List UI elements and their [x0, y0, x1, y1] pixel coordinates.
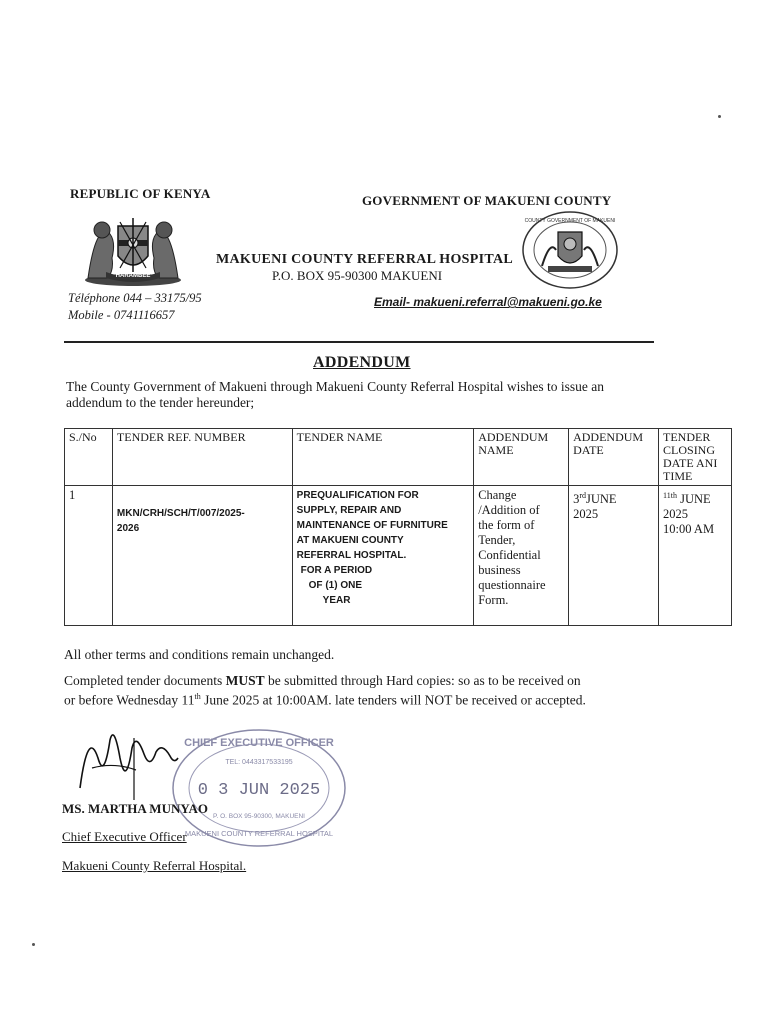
signatory-name: MS. MARTHA MUNYAO [62, 801, 209, 816]
row-name-l6: FOR A PERIOD [300, 565, 373, 576]
county-seal-icon [520, 210, 620, 290]
tender-table [64, 428, 732, 626]
header-addendum-name-l1: ADDENDUM [478, 430, 549, 444]
hospital-address: P.O. BOX 95-90300 MAKUENI [272, 268, 443, 283]
row-addendum-l1: Change [478, 488, 517, 502]
signatory-role: Chief Executive Officer [62, 829, 187, 844]
row-addendum-date [569, 486, 659, 626]
official-stamp-icon [170, 726, 348, 850]
row-name [292, 486, 474, 626]
submission-line-2: or before Wednesday 11th June 2025 at 10:00AM. late tenders will NOT be received or accepted. [64, 692, 586, 708]
row-addendum-date-l2: 2025 [573, 507, 599, 522]
row-name-l4: AT MAKUENI COUNTY [296, 535, 404, 546]
row-addendum [474, 486, 569, 626]
header-addendum-date-l2: DATE [573, 443, 604, 457]
signatory-org: Makueni County Referral Hospital. [62, 858, 247, 873]
stamp-bottom-text: MAKUENI COUNTY REFERRAL HOSPITAL [184, 829, 334, 838]
intro-paragraph: The County Government of Makueni through Makueni County Referral Hospital wishes to issue an addendum to the tender hereunder; [66, 379, 605, 410]
email-link[interactable]: Email- makueni.referral@makueni.go.ke [374, 295, 602, 309]
header-divider [64, 341, 654, 343]
row-addendum-l8: Form. [478, 593, 509, 607]
republic-title: REPUBLIC OF KENYA [70, 186, 211, 201]
seal-text: COUNTY GOVERNMENT OF MAKUENI [524, 218, 616, 224]
row-ref-l1: MKN/CRH/SCH/T/007/2025- [116, 508, 245, 519]
table-row [65, 486, 732, 626]
stamp-date: 0 3 JUN 2025 [197, 781, 321, 800]
stamp-tel: TEL: 0443317533195 [225, 759, 293, 766]
hospital-name: MAKUENI COUNTY REFERRAL HOSPITAL [216, 252, 514, 267]
header-closing-l2: CLOSING [663, 443, 716, 457]
header-addendum-date-l1: ADDENDUM [573, 430, 644, 444]
row-ref-l2: 2026 [116, 523, 140, 534]
row-closing-l1: $^{11th}$ JUNE [663, 491, 711, 507]
row-closing-l2: 2025 [663, 507, 689, 522]
header-closing [659, 429, 732, 486]
row-addendum-l7: questionnaire [478, 578, 546, 592]
county-title: GOVERNMENT OF MAKUENI COUNTY [362, 193, 612, 208]
submission-text [64, 673, 664, 709]
submission-line-1: Completed tender documents MUST be submitted through Hard copies: so as to be received on [64, 673, 581, 688]
stamp-top-text: CHIEF EXECUTIVE OFFICER [184, 737, 334, 749]
telephone-text: Téléphone 044 – 33175/95 [68, 291, 202, 305]
row-name-l1: PREQUALIFICATION FOR [296, 490, 419, 501]
header-sno: S./No [65, 429, 113, 486]
row-name-l2: SUPPLY, REPAIR AND [296, 505, 402, 516]
header-addendum-date [569, 429, 659, 486]
row-closing-l3: 10:00 AM [663, 522, 715, 537]
row-addendum-l5: Confidential [478, 548, 541, 562]
coat-of-arms-icon [78, 212, 188, 286]
row-addendum-l3: the form of [478, 518, 535, 532]
row-addendum-l6: business [478, 563, 521, 577]
row-addendum-l2: /Addition of [478, 503, 540, 517]
row-addendum-date-l1: 3rdJUNE [573, 491, 617, 507]
scan-speck [32, 943, 35, 946]
row-addendum-l4: Tender, [478, 533, 516, 547]
header-closing-l3: DATE ANI [663, 456, 718, 470]
header-closing-l1: TENDER [663, 430, 711, 444]
signature-mark-icon [74, 718, 182, 804]
header-name: TENDER NAME [292, 429, 474, 486]
row-name-l3: MAINTENANCE OF FURNITURE [296, 520, 448, 531]
document-title: ADDENDUM [313, 354, 411, 371]
header-closing-l4: TIME [663, 469, 693, 483]
row-sno: 1 [65, 486, 113, 626]
header-ref: TENDER REF. NUMBER [112, 429, 292, 486]
scan-speck [718, 115, 721, 118]
row-name-l5: REFERRAL HOSPITAL. [296, 550, 407, 561]
table-header-row [65, 429, 732, 486]
stamp-box: P. O. BOX 95-90300, MAKUENI [212, 813, 306, 820]
terms-text: All other terms and conditions remain unchanged. [64, 647, 335, 662]
row-name-l7: OF (1) ONE [308, 580, 362, 591]
row-ref [112, 486, 292, 626]
mobile-text: Mobile - 0741116657 [68, 308, 175, 322]
harambee-text: HARAMBEE [115, 273, 151, 279]
header-addendum-name [474, 429, 569, 486]
row-closing [659, 486, 732, 626]
row-name-l8: YEAR [322, 595, 351, 606]
header-addendum-name-l2: NAME [478, 443, 514, 457]
